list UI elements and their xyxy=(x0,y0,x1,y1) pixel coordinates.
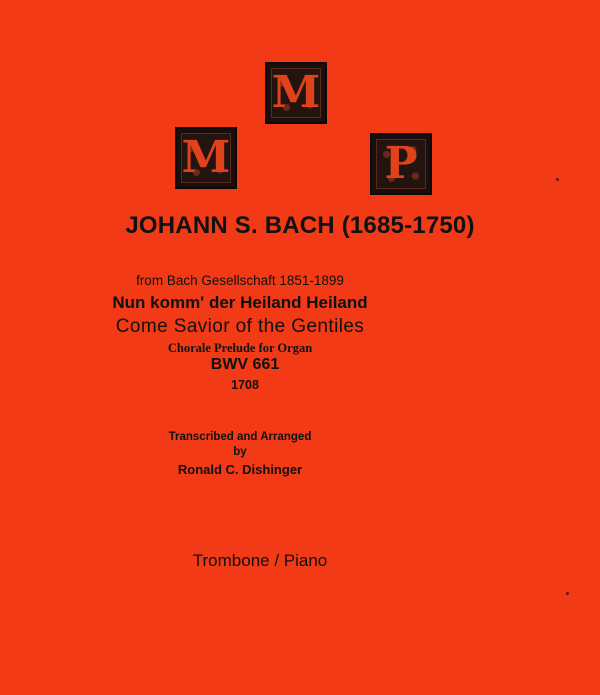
paper-speck xyxy=(566,592,569,595)
credit-by: by xyxy=(233,446,247,458)
logo-letter-p: P xyxy=(384,138,418,189)
composer-heading: JOHANN S. BACH (1685-1750) xyxy=(125,212,475,239)
arranger-name: Ronald C. Dishinger xyxy=(177,462,303,477)
catalog-number: BWV 661 xyxy=(210,356,280,373)
paper-speck xyxy=(556,178,559,181)
credit-line: Transcribed and Arranged xyxy=(168,431,312,443)
logo-letter-m-left: M xyxy=(181,132,231,183)
work-subtitle: Come Savior of the Gentiles xyxy=(115,316,365,337)
work-title: Nun komm' der Heiland Heiland xyxy=(112,293,368,312)
logo-block-top xyxy=(265,62,327,124)
logo-block-left xyxy=(175,127,237,189)
source-line: from Bach Gesellschaft 1851-1899 xyxy=(136,273,344,288)
logo-letter-m-top: M xyxy=(271,67,321,118)
composition-year: 1708 xyxy=(231,378,259,392)
logo-block-right xyxy=(370,133,432,195)
instrumentation: Trombone / Piano xyxy=(192,551,328,570)
work-form: Chorale Prelude for Organ xyxy=(167,341,313,355)
